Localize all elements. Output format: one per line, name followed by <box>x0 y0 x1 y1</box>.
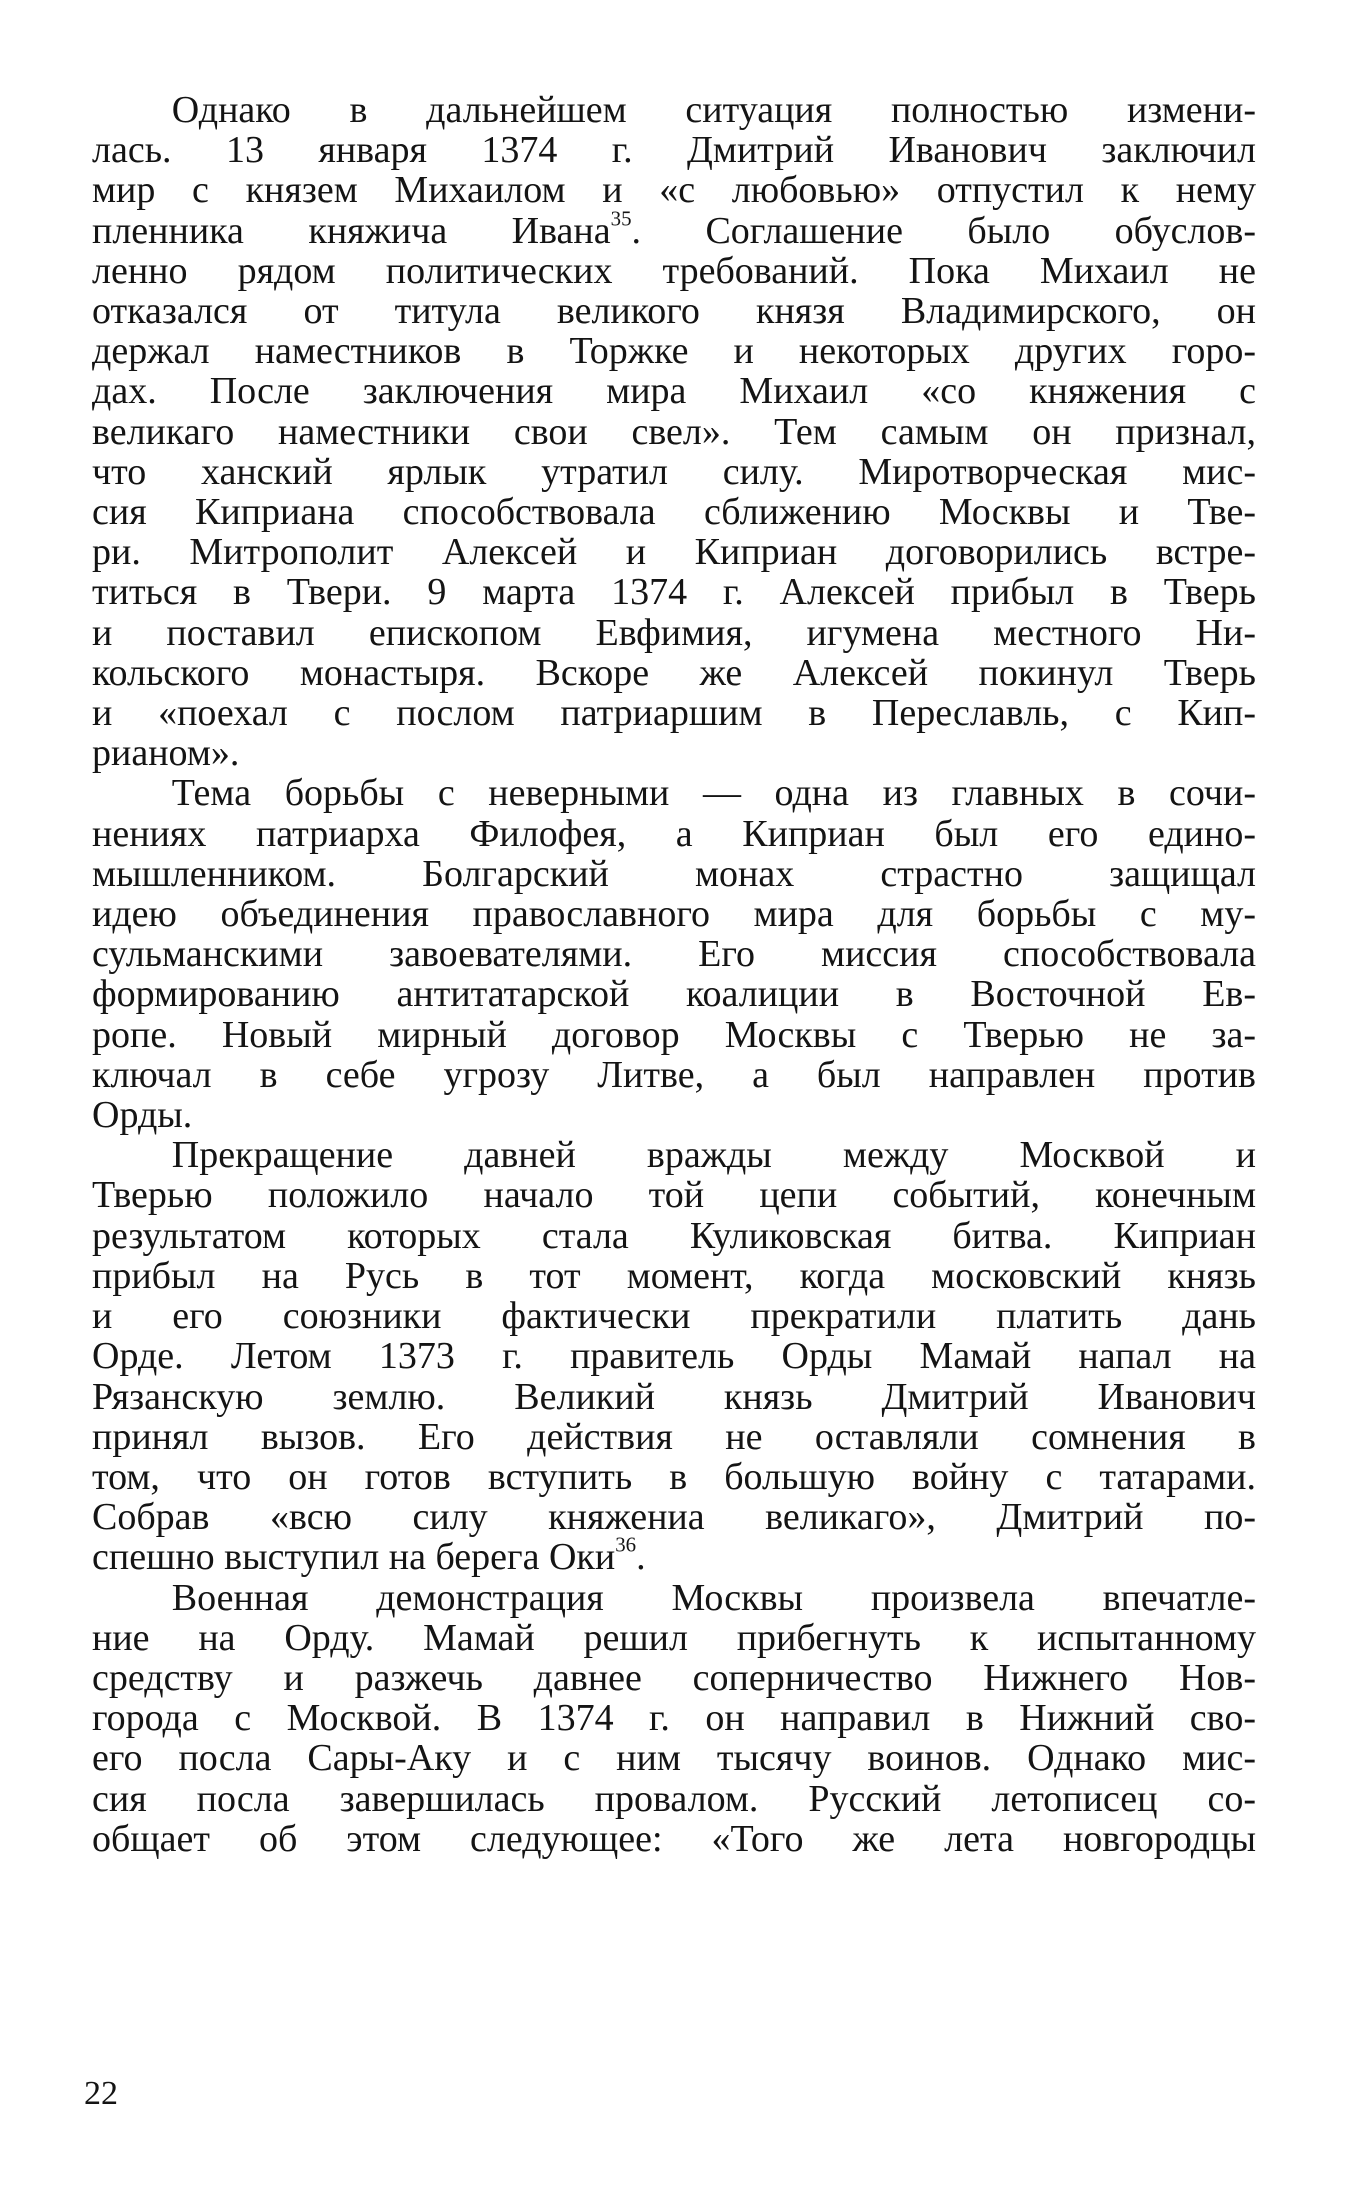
p3-line-8: принял вызов. Его действия не оставляли сомнения в <box>92 1415 1256 1458</box>
p1-line-8: дах. После заключения мира Михаил «со княжения с <box>92 370 1256 413</box>
p4-line-2: ние на Орду. Мамай решил прибегнуть к испытанному <box>92 1616 1256 1659</box>
p2-line-9: Орды. <box>92 1094 193 1137</box>
p4-line-4: города с Москвой. В 1374 г. он направил в Нижний сво- <box>92 1697 1256 1740</box>
p4-line-3: средству и разжечь давнее соперничество Нижнего Нов- <box>92 1656 1256 1699</box>
p2-line-7: ропе. Новый мирный договор Москвы с Тверью не за- <box>92 1013 1256 1056</box>
p2-line-6: формированию антитатарской коалиции в Восточной Ев- <box>92 973 1256 1016</box>
p1-line-13: титься в Твери. 9 марта 1374 г. Алексей прибыл в Тверь <box>92 571 1256 614</box>
p1-line-12: ри. Митрополит Алексей и Киприан договорились встре- <box>92 531 1256 574</box>
p1-line-14: и поставил епископом Евфимия, игумена местного Ни- <box>92 611 1256 654</box>
p1-line-10: что ханский ярлык утратил силу. Миротворческая мис- <box>92 450 1256 493</box>
paragraph-4 <box>92 1578 1256 1859</box>
paragraph-1-end <box>92 733 1256 773</box>
p4-line-5: его посла Сары-Аку и с ним тысячу воинов. Однако мис- <box>92 1737 1256 1780</box>
p3-line-11: спешно выступил на берега Оки <box>92 1536 616 1579</box>
p1-line-17: рианом». <box>92 732 240 775</box>
p1-line-15: кольского монастыря. Вскоре же Алексей покинул Тверь <box>92 651 1256 694</box>
paragraph-1 <box>92 90 1256 733</box>
p2-line-2: нениях патриарха Филофея, а Киприан был его едино- <box>92 812 1256 855</box>
p2-line-4: идею объединения православного мира для борьбы с му- <box>92 893 1256 936</box>
p1-line-2: лась. 13 января 1374 г. Дмитрий Иванович заключил <box>92 129 1256 172</box>
p2-line-5: сульманскими завоевателями. Его миссия способствовала <box>92 933 1256 976</box>
p3-line-7: Рязанскую землю. Великий князь Дмитрий Иванович <box>92 1375 1256 1418</box>
p4-line-1: Военная демонстрация Москвы произвела впечатле- <box>171 1576 1256 1619</box>
paragraph-2-end <box>92 1095 1256 1135</box>
p1-line-9: великаго наместники свои свел». Тем самым он признал, <box>92 410 1256 453</box>
p1-line-1: Однако в дальнейшем ситуация полностью измени- <box>171 89 1256 131</box>
p3-line-3: результатом которых стала Куликовская битва. Киприан <box>92 1214 1256 1257</box>
p1-line-11: сия Киприана способствовала сближению Москвы и Тве- <box>92 491 1256 534</box>
p1-line-7: держал наместников в Торжке и некоторых других горо- <box>92 330 1256 373</box>
p3-line-2: Тверью положило начало той цепи событий, конечным <box>92 1174 1256 1217</box>
paragraph-3 <box>92 1135 1256 1537</box>
p1-line-4-continuation: . Соглашение было обуслов- <box>631 209 1256 252</box>
book-page <box>92 90 1256 1859</box>
p1-line-3: мир с князем Михаилом и «с любовью» отпустил к нему <box>92 169 1256 212</box>
p3-line-11-end: . <box>636 1536 646 1579</box>
p4-line-6: сия посла завершилась провалом. Русский летописец со- <box>92 1777 1256 1820</box>
paragraph-3-end <box>92 1532 1256 1579</box>
p3-line-9: том, что он готов вступить в большую войну с татарами. <box>92 1455 1256 1498</box>
footnote-ref-35: 35 <box>610 205 632 230</box>
p3-line-10: Собрав «всю силу княжениа великаго», Дмитрий по- <box>92 1496 1256 1539</box>
p1-line-6: отказался от титула великого князя Владимирского, он <box>92 290 1256 333</box>
p1-line-16: и «поехал с послом патриаршим в Переславль, с Кип- <box>92 692 1256 735</box>
p3-line-1: Прекращение давней вражды между Москвой и <box>171 1134 1256 1177</box>
p4-line-7: общает об этом следующее: «Того же лета новгородцы <box>92 1817 1256 1860</box>
p3-line-5: и его союзники фактически прекратили платить дань <box>92 1295 1256 1338</box>
p3-line-6: Орде. Летом 1373 г. правитель Орды Мамай напал на <box>92 1335 1256 1378</box>
footnote-ref-36: 36 <box>615 1532 637 1557</box>
body-text <box>92 90 1256 1859</box>
paragraph-2 <box>92 773 1256 1095</box>
p2-line-3: мышленником. Болгарский монах страстно защищал <box>92 852 1256 895</box>
p3-line-4: прибыл на Русь в тот момент, когда московский князь <box>92 1254 1256 1297</box>
page-number: 22 <box>84 2075 118 2112</box>
p1-line-5: ленно рядом политических требований. Пока Михаил не <box>92 249 1256 292</box>
p1-line-4: пленника княжича Ивана <box>92 209 611 252</box>
p2-line-1: Тема борьбы с неверными — одна из главных в сочи- <box>171 772 1256 815</box>
p2-line-8: ключал в себе угрозу Литве, а был направлен против <box>92 1053 1256 1096</box>
